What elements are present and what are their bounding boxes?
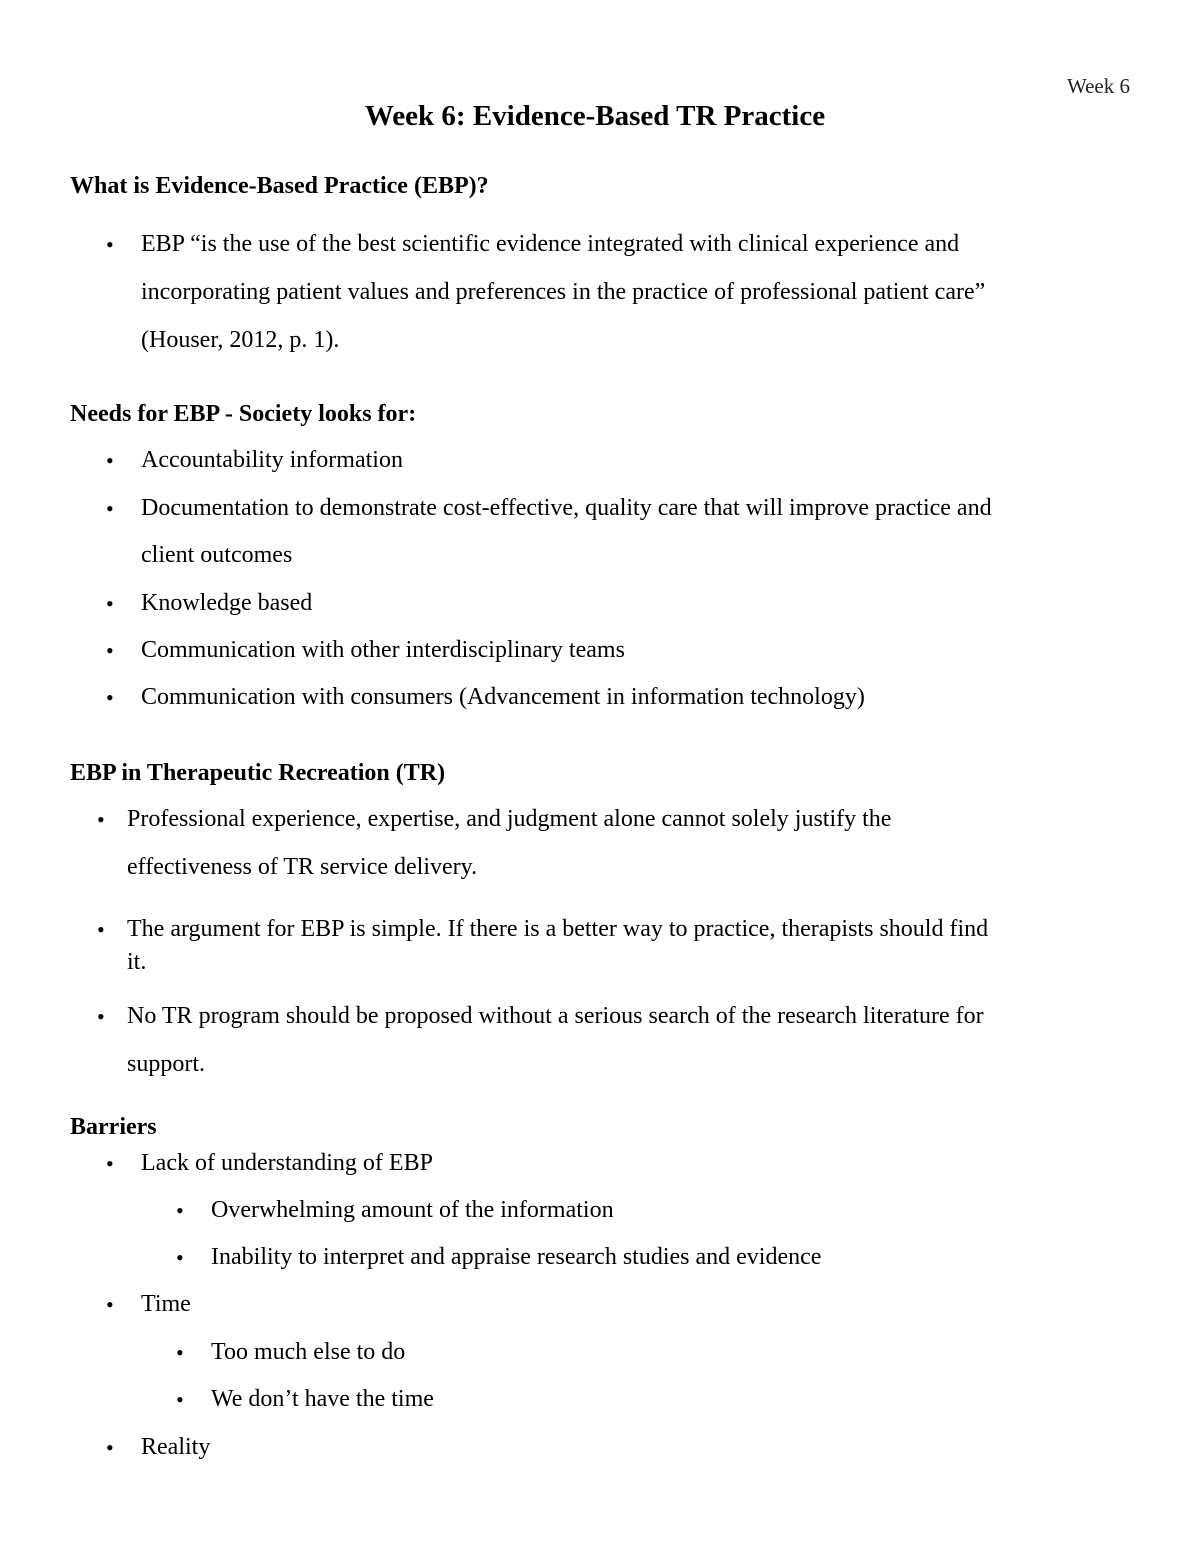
list-item-interdisciplinary: Communication with other interdisciplinary teams bbox=[141, 637, 625, 663]
list-item-consumers: Communication with consumers (Advancement in information technology) bbox=[141, 684, 865, 710]
bullet-icon: • bbox=[106, 448, 114, 473]
list-item-professional-line-1: Professional experience, expertise, and judgment alone cannot solely justify the bbox=[127, 806, 892, 832]
bullet-icon: • bbox=[106, 591, 114, 616]
list-item-no-time: We don’t have the time bbox=[211, 1386, 434, 1412]
section-heading-barriers: Barriers bbox=[70, 1114, 157, 1140]
list-item-too-much: Too much else to do bbox=[211, 1339, 406, 1365]
section-heading-ebp-tr: EBP in Therapeutic Recreation (TR) bbox=[70, 760, 446, 786]
page-title: Week 6: Evidence-Based TR Practice bbox=[364, 100, 826, 132]
section-heading-what-is-ebp bbox=[70, 174, 489, 198]
heading-text: What is Evidence-Based Practice (EBP)? bbox=[70, 173, 489, 199]
bullet-icon: • bbox=[106, 1151, 114, 1176]
list-item-accountability: Accountability information bbox=[141, 447, 403, 473]
definition-line-1: EBP “is the use of the best scientific evidence integrated with clinical experience and bbox=[141, 231, 960, 257]
list-item-overwhelming: Overwhelming amount of the information bbox=[211, 1197, 614, 1223]
bullet-icon: • bbox=[97, 807, 105, 832]
list-item-time: Time bbox=[141, 1291, 191, 1317]
bullet-icon: • bbox=[106, 232, 114, 257]
section-heading-needs: Needs for EBP - Society looks for: bbox=[70, 401, 417, 427]
list-item-documentation-line-2: client outcomes bbox=[141, 542, 293, 568]
bullet-icon: • bbox=[97, 917, 105, 942]
list-item-argument-line-2: it. bbox=[127, 949, 147, 975]
bullet-icon: • bbox=[176, 1245, 184, 1270]
bullet-icon: • bbox=[106, 638, 114, 663]
bullet-icon: • bbox=[176, 1387, 184, 1412]
list-item-no-program-line-2: support. bbox=[127, 1051, 205, 1077]
list-item-no-program-line-1: No TR program should be proposed without a serious search of the research literature for bbox=[127, 1003, 984, 1029]
bullet-icon: • bbox=[176, 1340, 184, 1365]
running-head: Week 6 bbox=[1066, 74, 1130, 98]
definition-line-3: (Houser, 2012, p. 1). bbox=[141, 327, 340, 353]
list-item-lack: Lack of understanding of EBP bbox=[141, 1150, 433, 1176]
bullet-icon: • bbox=[106, 496, 114, 521]
list-item-argument-line-1: The argument for EBP is simple. If there is a better way to practice, therapists should find bbox=[127, 916, 989, 942]
bullet-icon: • bbox=[97, 1004, 105, 1029]
bullet-icon: • bbox=[176, 1198, 184, 1223]
list-item-reality: Reality bbox=[141, 1434, 211, 1460]
list-item-documentation-line-1: Documentation to demonstrate cost-effective, quality care that will improve practice and bbox=[141, 495, 992, 521]
bullet-icon: • bbox=[106, 1292, 114, 1317]
bullet-icon: • bbox=[106, 1435, 114, 1460]
list-item-knowledge: Knowledge based bbox=[141, 590, 313, 616]
definition-line-2: incorporating patient values and preferences in the practice of professional patient care” bbox=[141, 279, 986, 305]
bullet-icon: • bbox=[106, 685, 114, 710]
list-item-inability: Inability to interpret and appraise research studies and evidence bbox=[211, 1244, 822, 1270]
list-item-professional-line-2: effectiveness of TR service delivery. bbox=[127, 854, 478, 880]
